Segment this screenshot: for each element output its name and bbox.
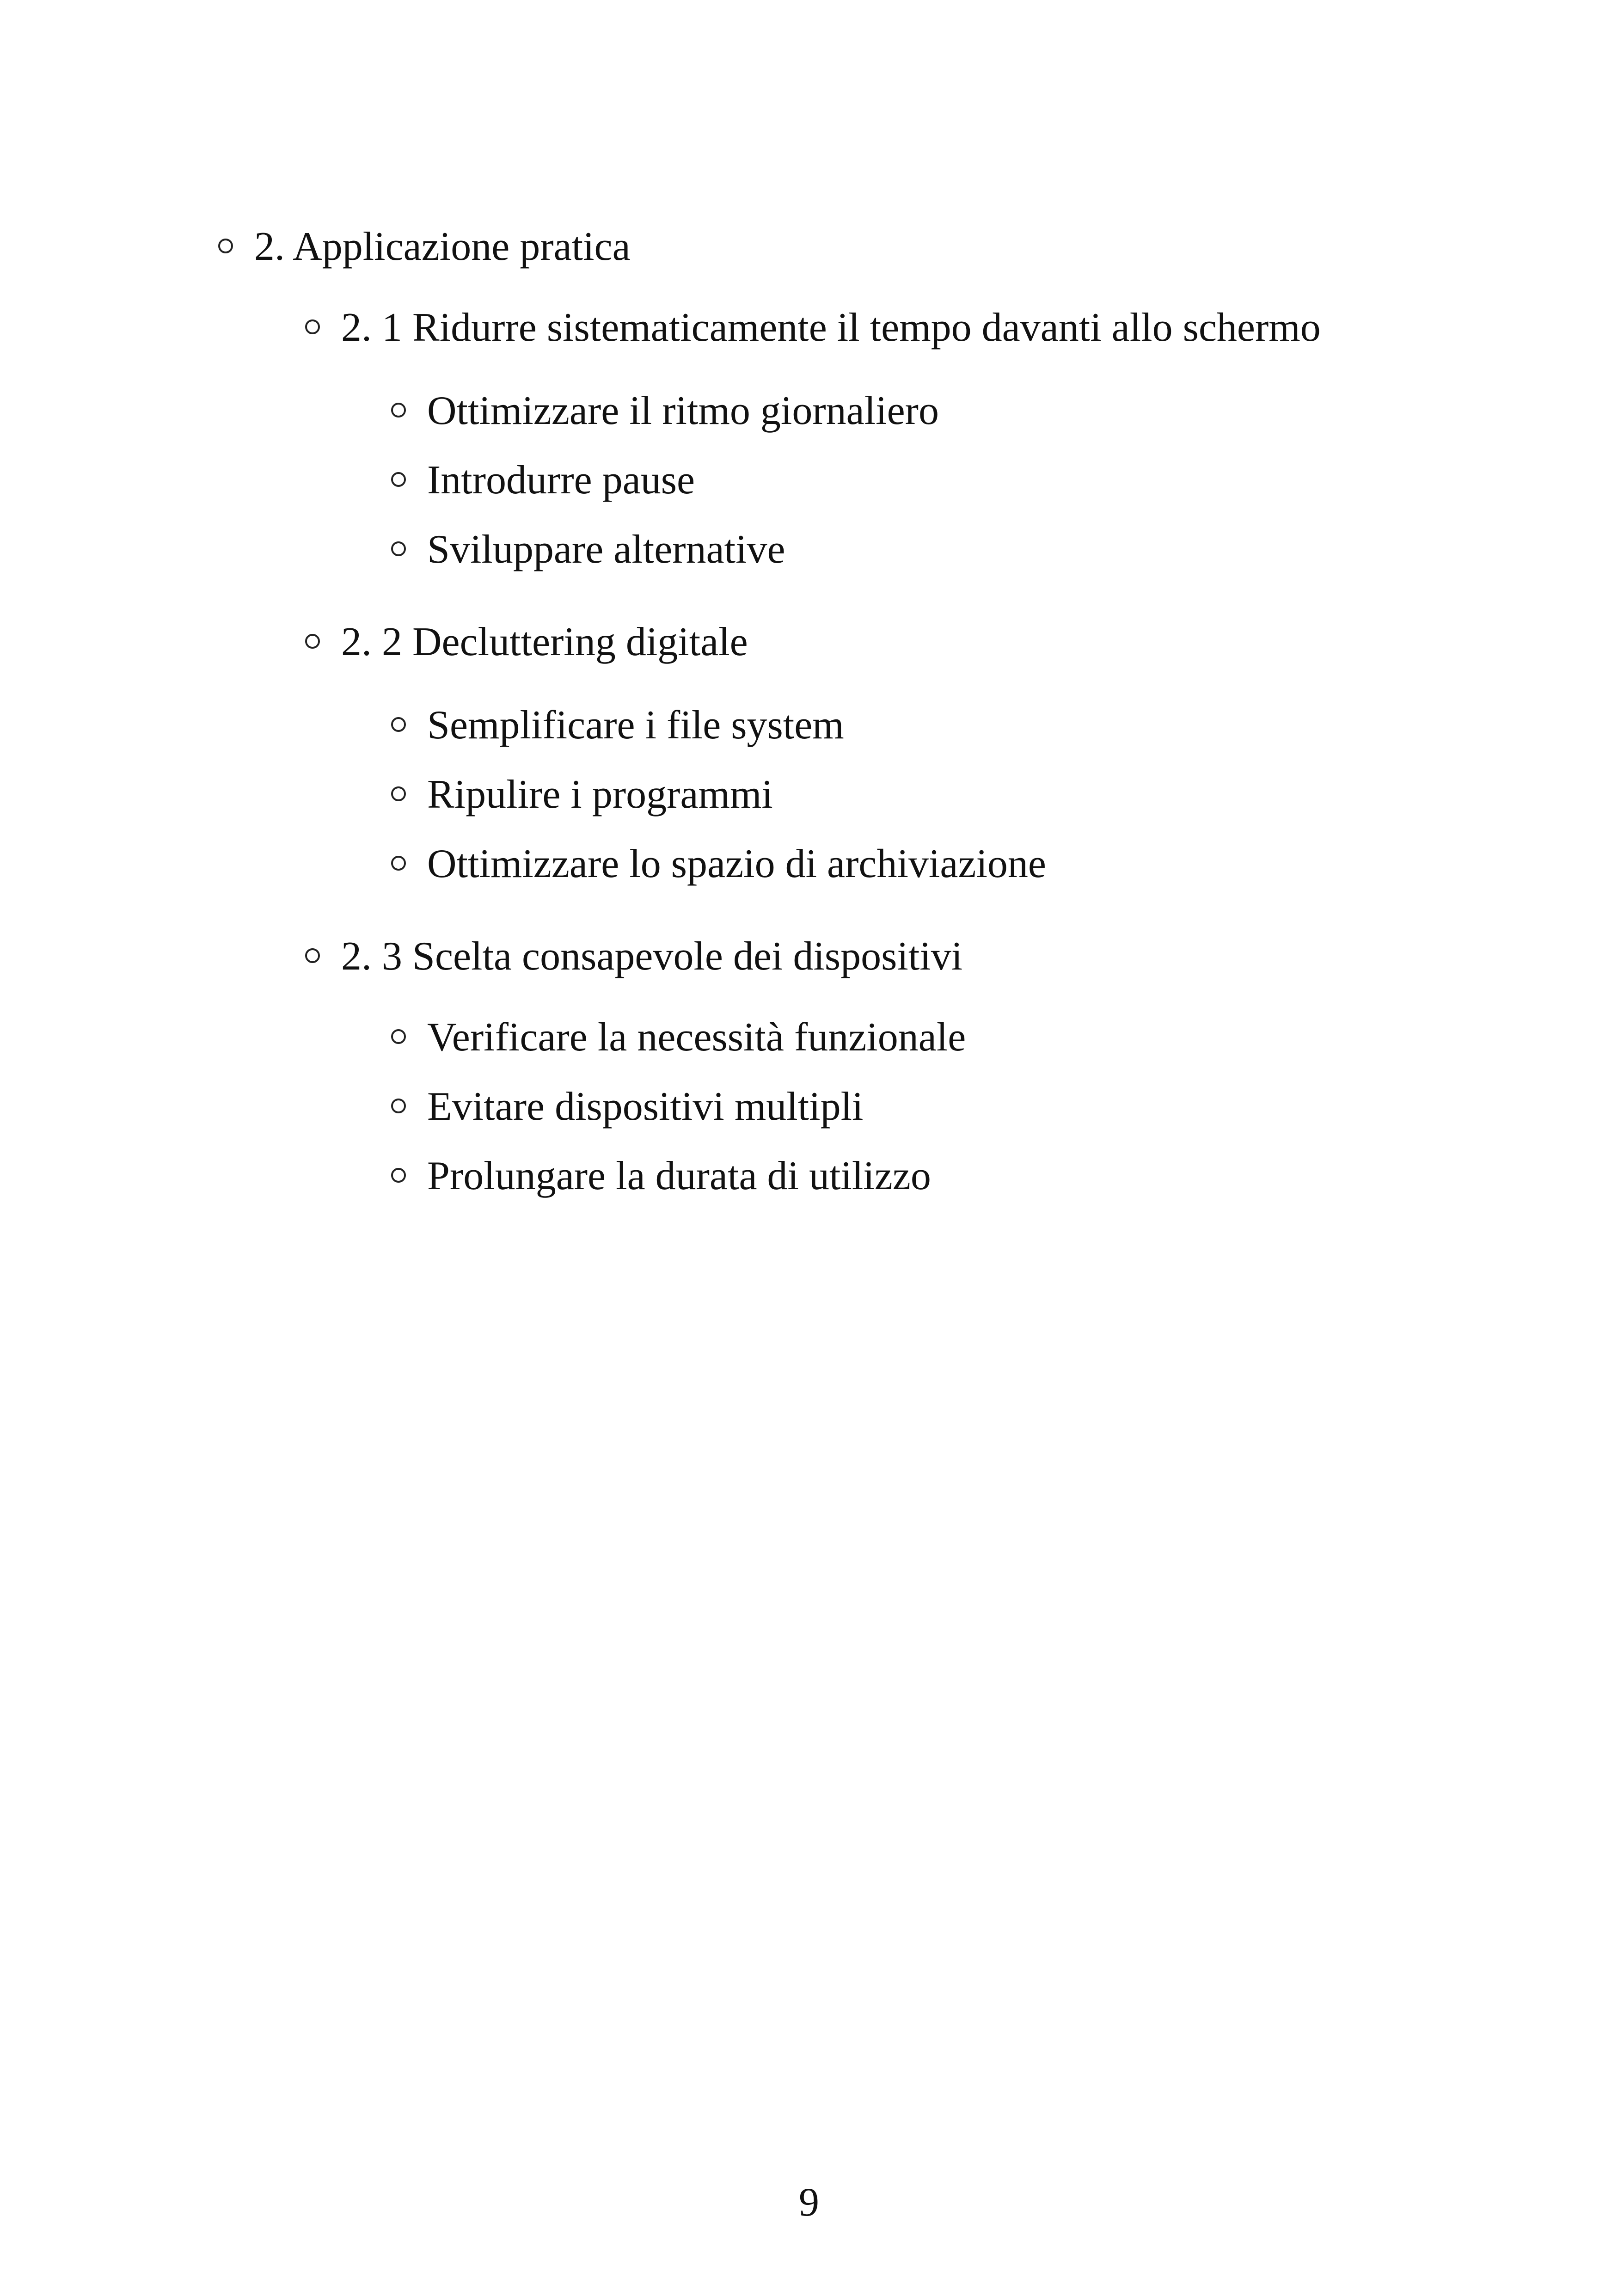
hollow-circle-bullet-icon bbox=[305, 948, 320, 963]
list-item-label: Semplificare i file system bbox=[427, 703, 844, 748]
hollow-circle-bullet-icon bbox=[391, 403, 406, 417]
hollow-circle-bullet-icon bbox=[305, 319, 320, 334]
hollow-circle-bullet-icon bbox=[391, 717, 406, 732]
subsection-label: 2. 2 Decluttering digitale bbox=[341, 620, 748, 664]
hollow-circle-bullet-icon bbox=[391, 472, 406, 487]
list-item-label: Evitare dispositivi multipli bbox=[427, 1084, 864, 1129]
hollow-circle-bullet-icon bbox=[391, 786, 406, 801]
list-item bbox=[391, 529, 785, 570]
list-item-label: Ripulire i programmi bbox=[427, 772, 773, 817]
section-label: 2. Applicazione pratica bbox=[254, 224, 631, 269]
hollow-circle-bullet-icon bbox=[391, 1029, 406, 1044]
list-item-label: Verificare la necessità funzionale bbox=[427, 1015, 966, 1060]
section-heading bbox=[218, 224, 631, 269]
subsection-heading bbox=[305, 622, 748, 663]
list-item bbox=[391, 1017, 966, 1058]
list-item bbox=[391, 705, 844, 746]
list-item bbox=[391, 1156, 931, 1197]
subsection-label: 2. 3 Scelta consapevole dei dispositivi bbox=[341, 934, 963, 979]
list-item-label: Prolungare la durata di utilizzo bbox=[427, 1154, 931, 1198]
list-item bbox=[391, 388, 939, 433]
list-item-label: Introdurre pause bbox=[427, 458, 695, 503]
page-number: 9 bbox=[799, 2180, 819, 2225]
list-item-label: Ottimizzare lo spazio di archiviazione bbox=[427, 841, 1046, 886]
subsection-label: 2. 1 Ridurre sistematicamente il tempo davanti allo schermo bbox=[341, 305, 1321, 350]
list-item bbox=[391, 460, 695, 501]
hollow-circle-bullet-icon bbox=[391, 1099, 406, 1113]
hollow-circle-bullet-icon bbox=[305, 634, 320, 649]
hollow-circle-bullet-icon bbox=[218, 239, 233, 253]
list-item-label: Sviluppare alternative bbox=[427, 527, 785, 572]
subsection-heading bbox=[305, 307, 1321, 348]
hollow-circle-bullet-icon bbox=[391, 1168, 406, 1183]
hollow-circle-bullet-icon bbox=[391, 856, 406, 871]
list-item bbox=[391, 1084, 864, 1129]
hollow-circle-bullet-icon bbox=[391, 541, 406, 556]
list-item bbox=[391, 841, 1046, 886]
subsection-heading bbox=[305, 936, 962, 977]
list-item-label: Ottimizzare il ritmo giornaliero bbox=[427, 388, 939, 433]
list-item bbox=[391, 774, 773, 815]
